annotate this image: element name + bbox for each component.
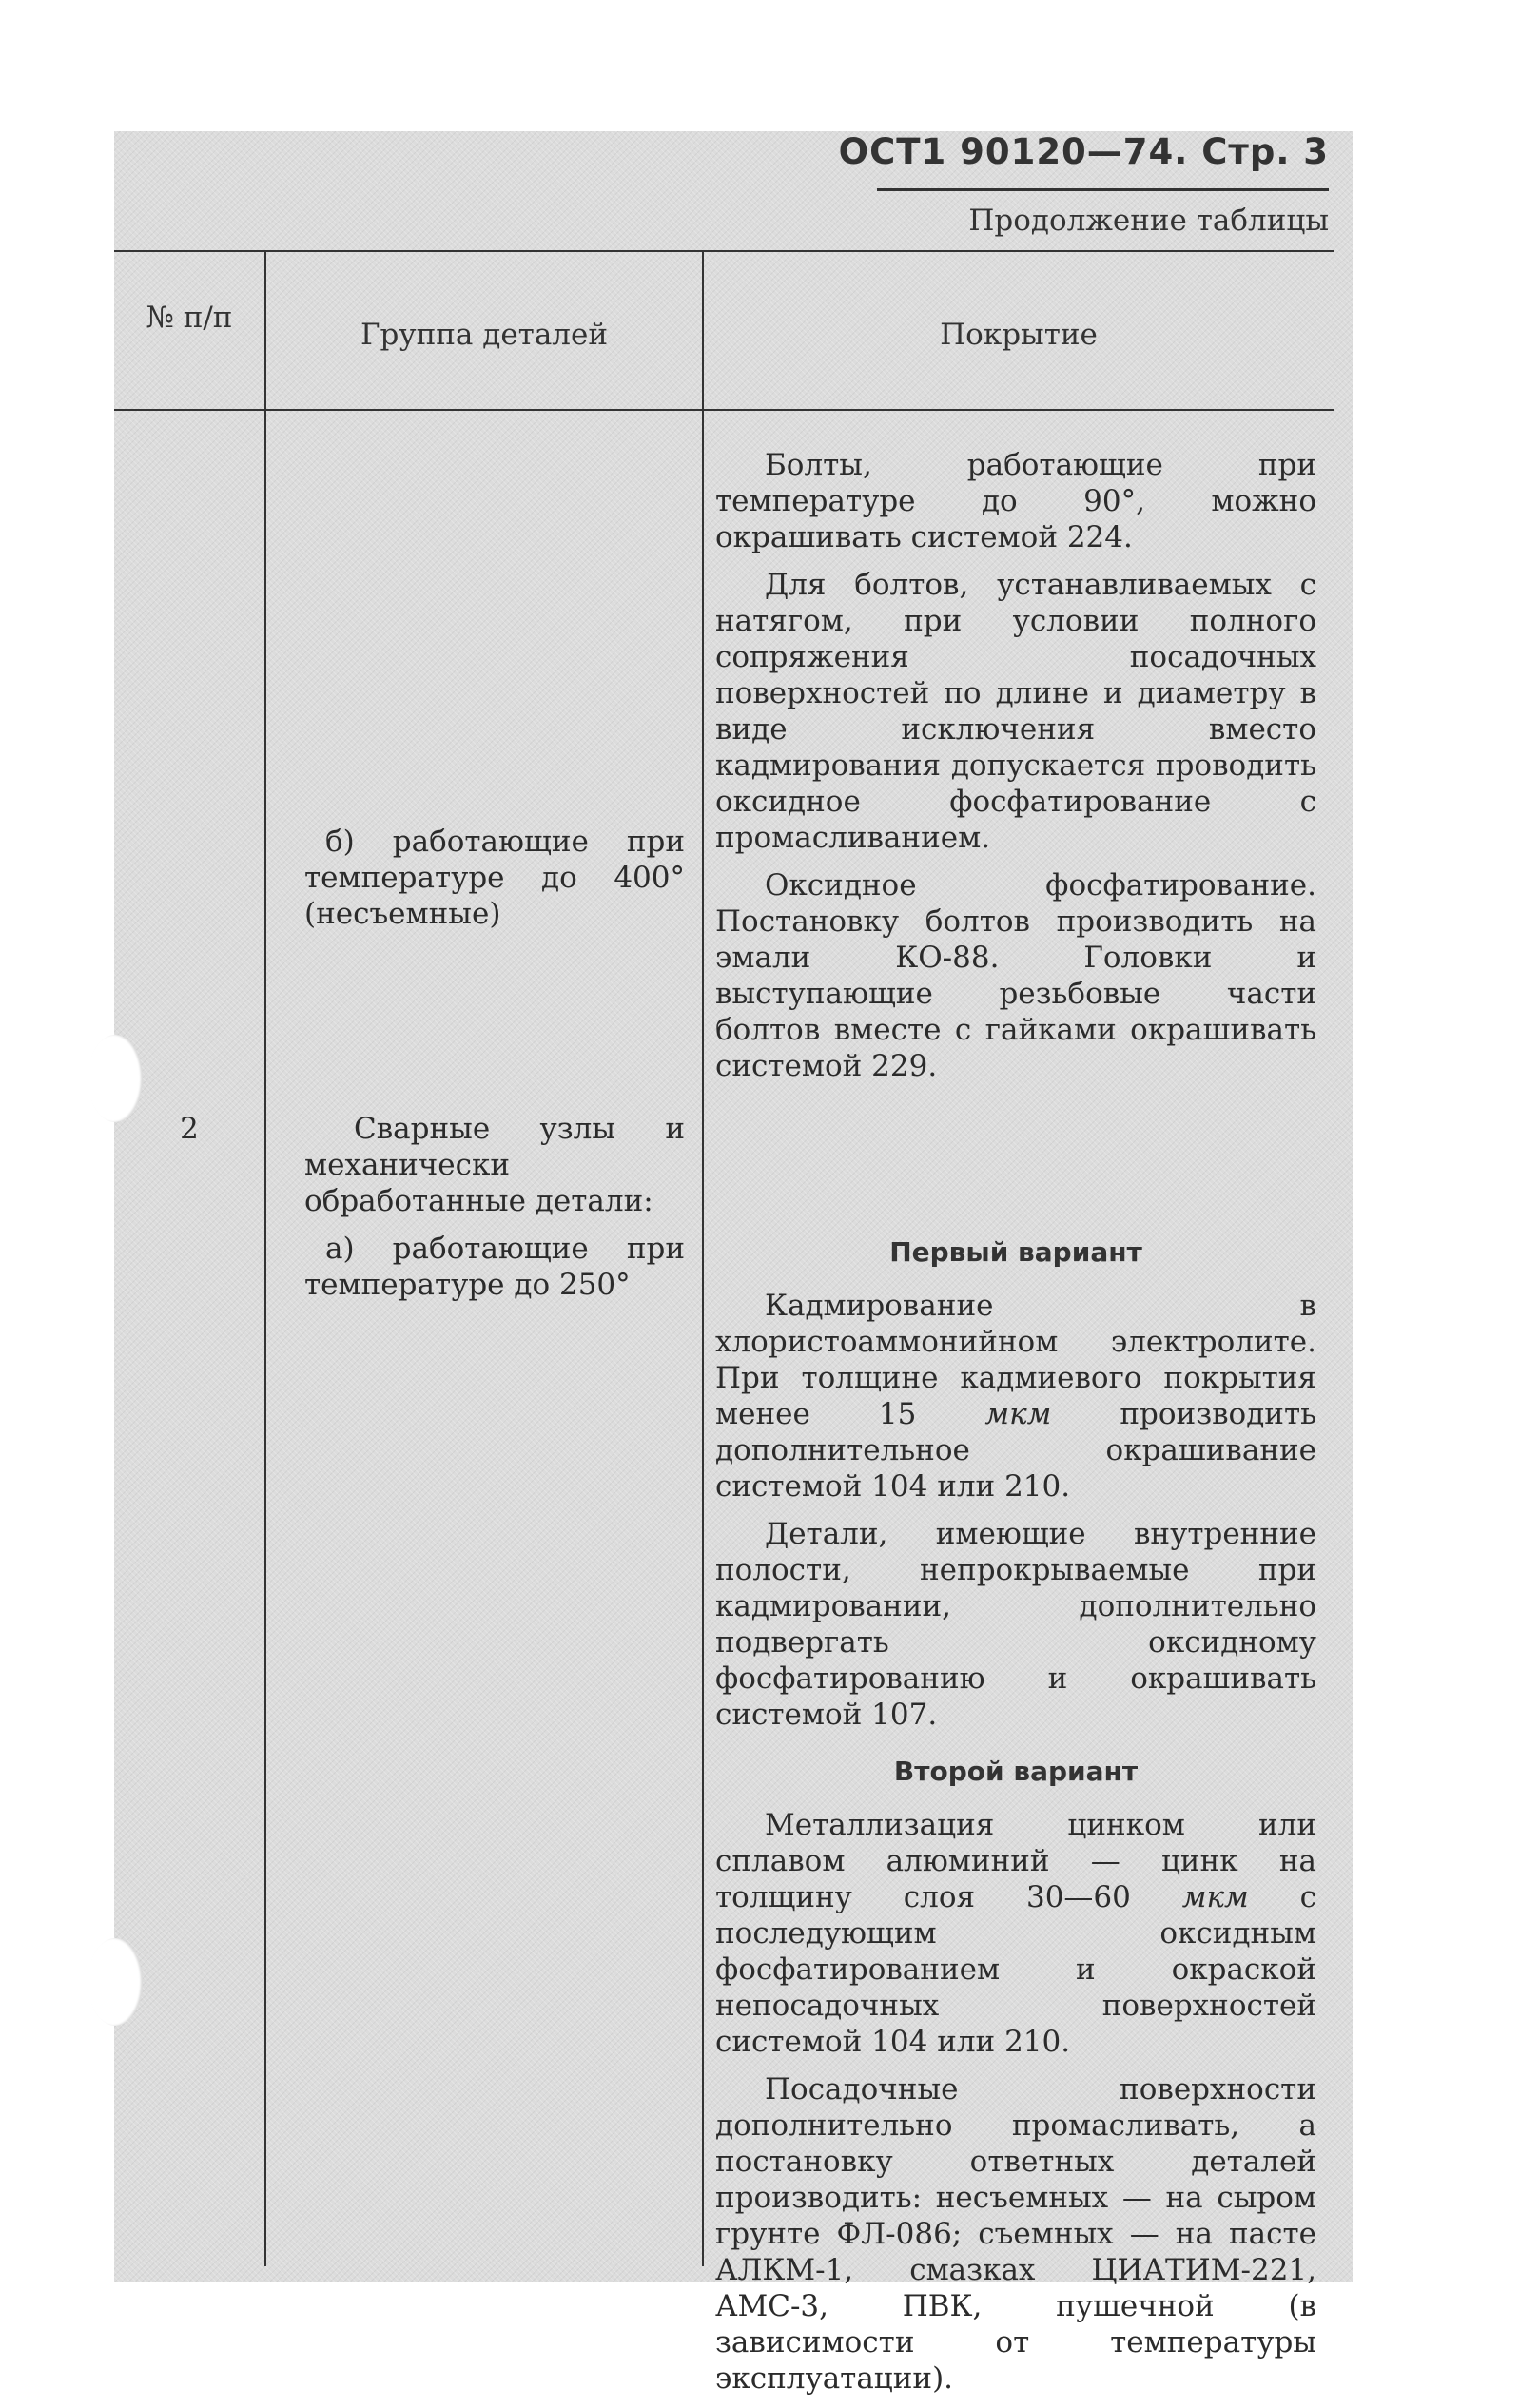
- unit-text: мкм: [1181, 1880, 1249, 1914]
- column-header-coating: Покрытие: [940, 318, 1098, 352]
- document-code-page-number: ОСТ1 90120—74. Стр. 3: [838, 131, 1329, 172]
- variant-heading: Второй вариант: [893, 1756, 1139, 1787]
- punch-hole: [88, 1035, 143, 1122]
- column-header-group: Группа деталей: [360, 318, 609, 352]
- table-header-bottom-border: [114, 409, 1334, 411]
- coating-paragraph: [715, 1807, 1316, 2060]
- column-header-number: № п/п: [146, 301, 233, 335]
- row-number: 2: [180, 1112, 199, 1146]
- group-text: Сварные узлы и механически обработанные детали:: [304, 1112, 685, 1218]
- table-cell-coating: [715, 1234, 1316, 2408]
- table-cell-coating: [715, 447, 1316, 1096]
- punch-hole: [88, 1938, 143, 2026]
- document-page: [114, 131, 1353, 2396]
- table-cell-group: [304, 1111, 685, 1314]
- variant-heading: Первый вариант: [889, 1236, 1142, 1268]
- coating-text: Кадмирование в хлористоаммонийном электролите. При толщине кадмиевого покрытия менее 15: [715, 1289, 1316, 1431]
- table-cell-group: [304, 824, 685, 943]
- coating-paragraph: Оксидное фосфатирование. Постановку болтов производить на эмали КО-88. Головки и выступающие резьбовые части болтов вместе с гайками окрашивать системой 229.: [715, 868, 1316, 1083]
- header-rule: [877, 188, 1329, 191]
- coating-paragraph: Болты, работающие при температуре до 90°, можно окрашивать системой 224.: [715, 448, 1316, 554]
- unit-text: мкм: [984, 1397, 1052, 1431]
- column-divider: [702, 250, 704, 2266]
- coating-paragraph: Для болтов, устанавливаемых с натягом, при условии полного сопряжения посадочных поверхностей по длине и диаметру в виде исключения вместо кадмирования допускается проводить оксидное фосфатирование с промасливанием.: [715, 568, 1316, 855]
- column-divider: [264, 250, 266, 2266]
- coating-text: Металлизация цинком или сплавом алюминий — цинк на толщину слоя 30—60: [715, 1808, 1316, 1914]
- coating-paragraph: Детали, имеющие внутренние полости, непрокрываемые при кадмировании, дополнительно подвергать оксидному фосфатированию и окрашивать системой 107.: [715, 1517, 1316, 1732]
- coating-text: производить дополнительное окрашивание системой 104 или 210.: [715, 1397, 1316, 1504]
- coating-paragraph: [715, 1288, 1316, 1505]
- coating-text: с последующим оксидным фосфатированием и окраской непосадочных поверхностей системой 104 или 210.: [715, 1880, 1317, 2059]
- table-continuation-label: Продолжение таблицы: [968, 204, 1329, 238]
- subgroup-text: а) работающие при температуре до 250°: [304, 1232, 685, 1302]
- group-text: б) работающие при температуре до 400° (несъемные): [304, 825, 685, 931]
- table-top-border: [114, 250, 1334, 252]
- coating-paragraph: Посадочные поверхности дополнительно промасливать, а постановку ответных деталей производить: несъемных — на сыром грунте ФЛ-086; съемных — на пасте АЛКМ-1, смазках ЦИАТИМ-221, АМС-3, ПВК, пушечной (в зависимости от температуры эксплуатации).: [715, 2072, 1316, 2396]
